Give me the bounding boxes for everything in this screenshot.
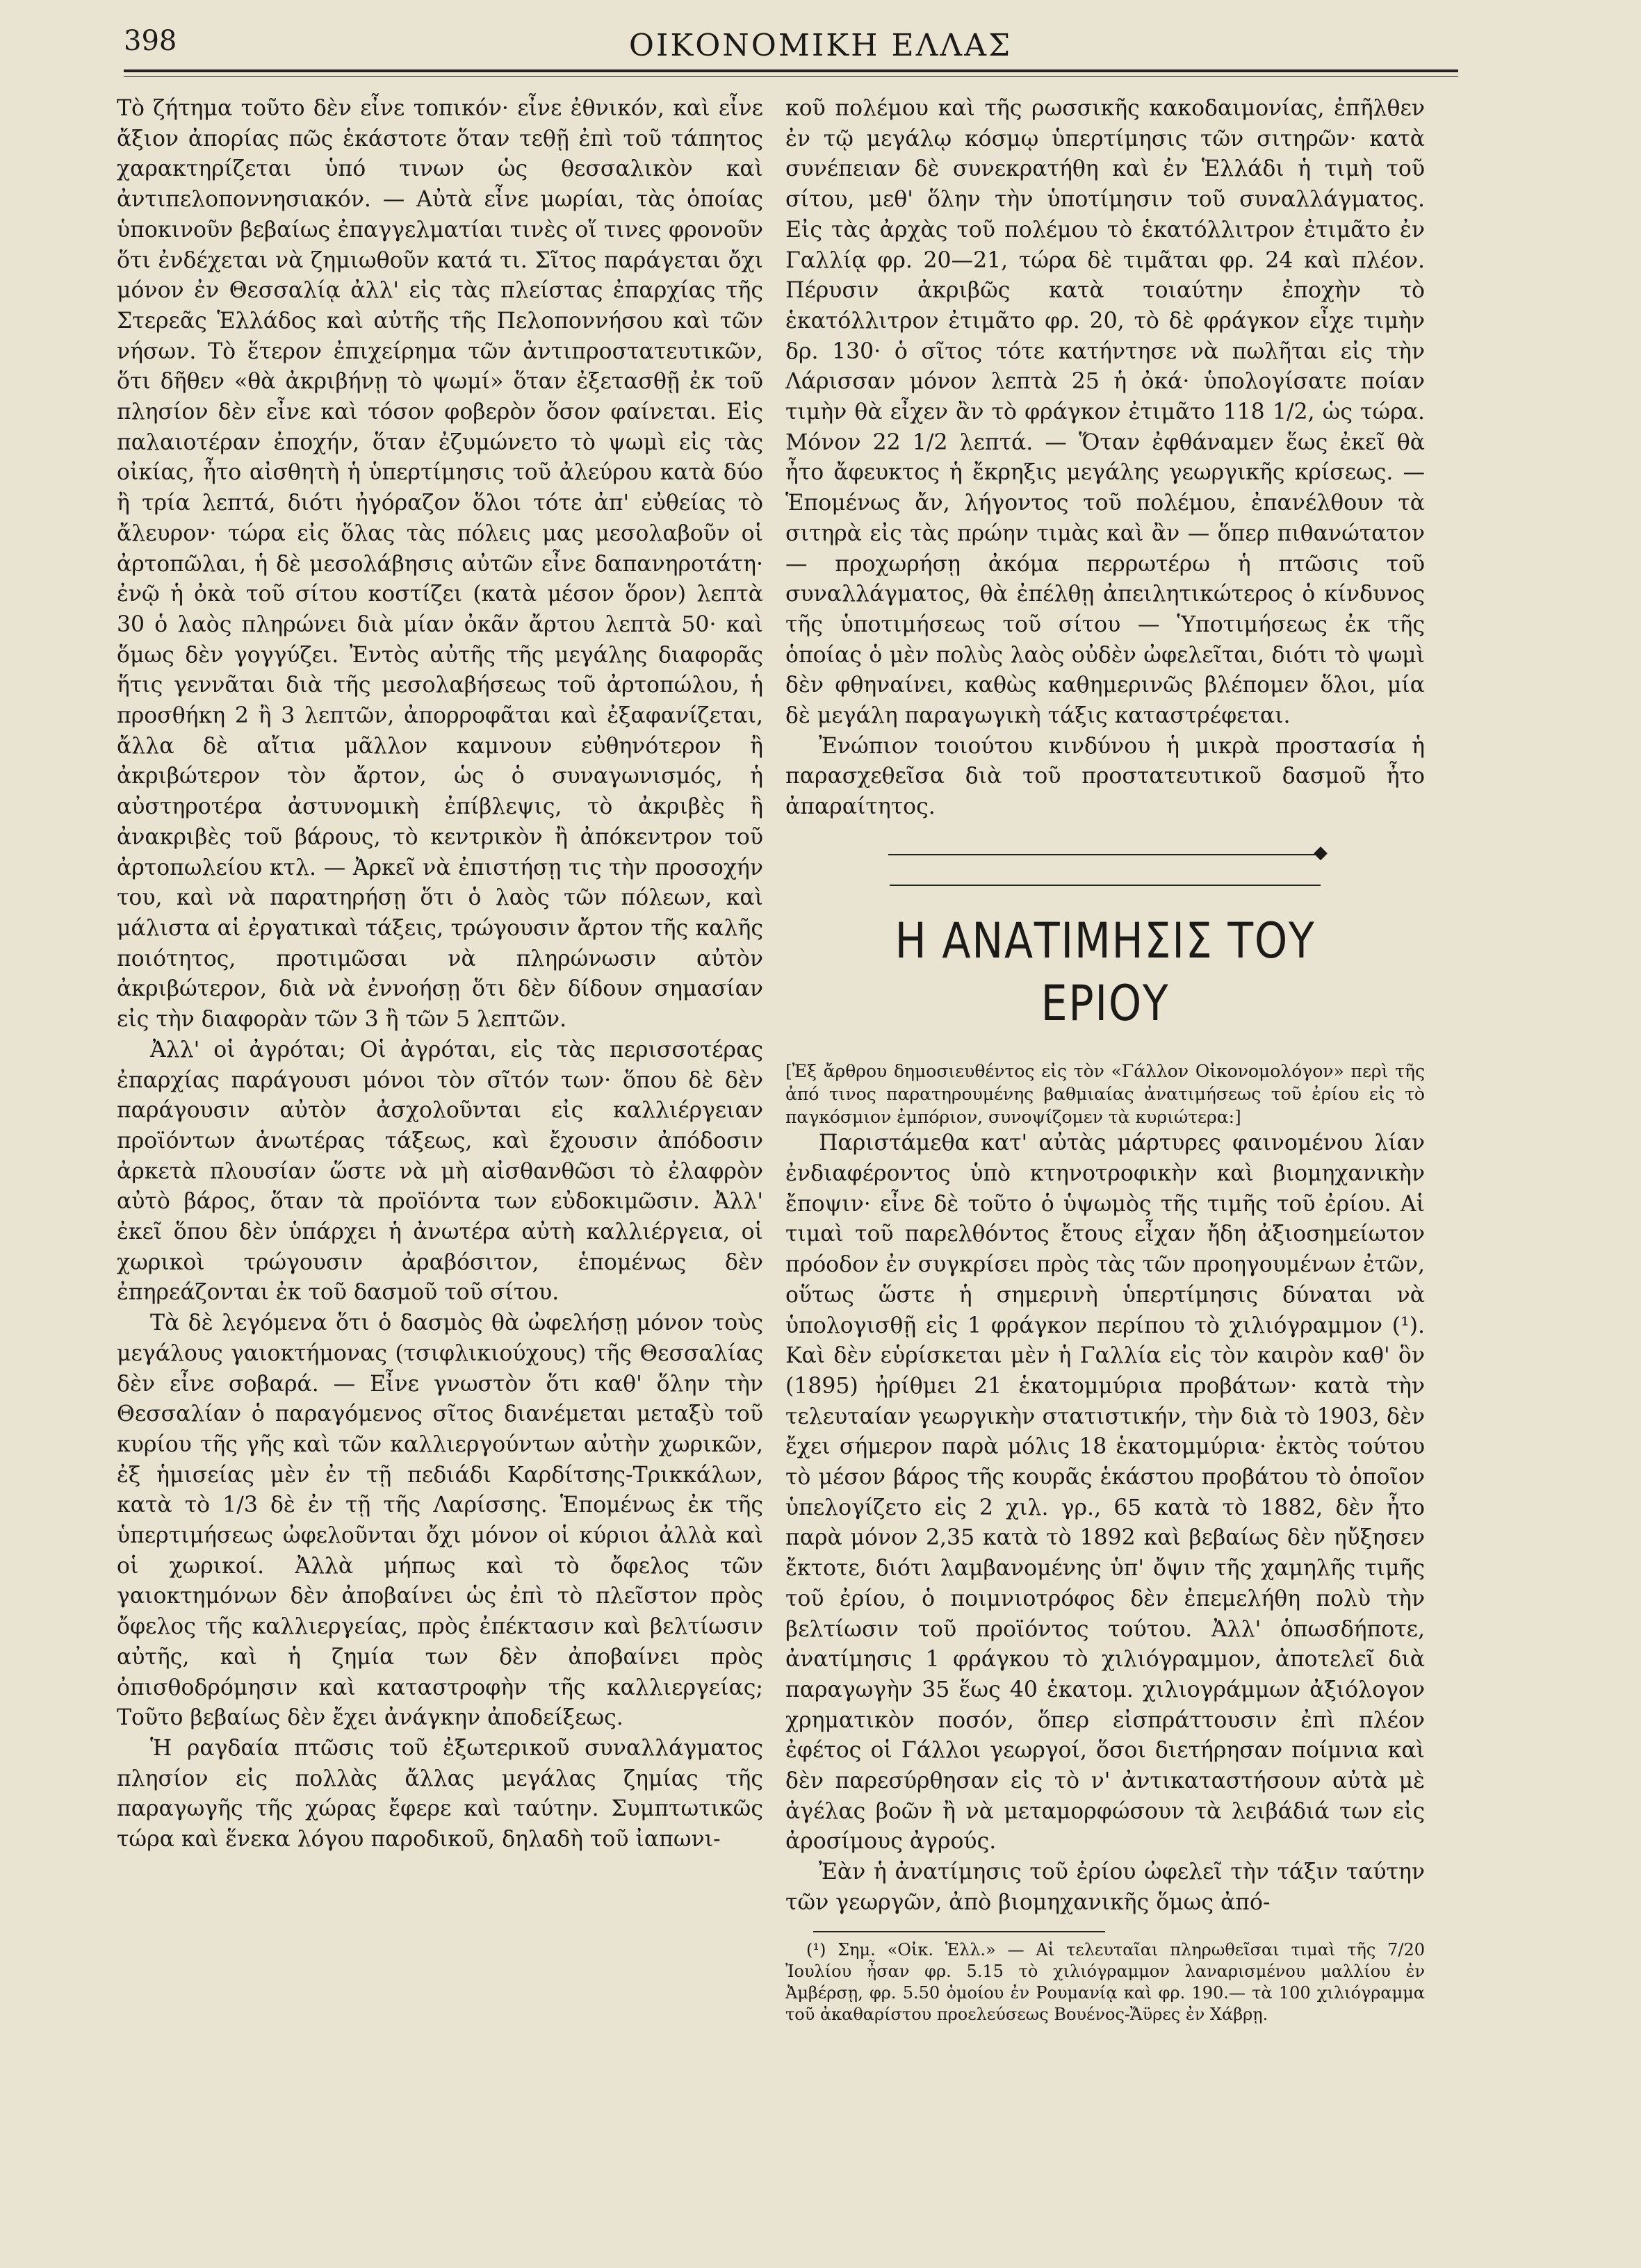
body-paragraph: κοῦ πολέμου καὶ τῆς ρωσσικῆς κακοδαιμονίας, ἐπῆλθεν ἐν τῷ μεγάλῳ κόσμῳ ὑπερτίμησις τῶν σιτηρῶν· κατὰ συνέπειαν δὲ συνεκρατήθη καὶ ἐν Ἑλλάδι ἡ τιμὴ τοῦ σίτου, μεθ' ὅλην τὴν ὑποτίμησιν τοῦ συναλλάγματος. Εἰς τὰς ἀρχὰς τοῦ πολέμου τὸ ἑκατόλλιτρον ἐτιμᾶτο ἐν Γαλλίᾳ φρ. 20—21, τώρα δὲ τιμᾶται φρ. 24 καὶ πλέον. Πέρυσιν ἀκριβῶς κατὰ τοιαύτην ἐποχὴν τὸ ἑκατόλλιτρον ἐτιμᾶτο φρ. 20, τὸ δὲ φράγκον εἶχε τιμὴν δρ. 130· ὁ σῖτος τότε κατήντησε νὰ πωλῆται εἰς τὴν Λάρισσαν μόνον λεπτὰ 25 ἡ ὀκά· ὑπολογίσατε ποίαν τιμὴν θὰ εἶχεν ἂν τὸ φράγκον ἐτιμᾶτο 118 1/2, ὡς τώρα. Μόνον 22 1/2 λεπτά. — Ὅταν ἐφθάναμεν ἕως ἐκεῖ θὰ ἦτο ἄφευκτος ἡ ἔκρηξις μεγάλης γεωργικῆς κρίσεως. — Ἑπομένως ἄν, λήγοντος τοῦ πολέμου, ἐπανέλθουν τὰ σιτηρὰ εἰς τὰς πρώην τιμὰς καὶ ἂν — ὅπερ πιθανώτατον — προχωρήσῃ ἀκόμα περρωτέρω ἡ πτῶσις τοῦ συναλλάγματος, θὰ ἐπέλθῃ ἀπειλητικώτερος ὁ κίνδυνος τῆς ὑποτιμήσεως τοῦ σίτου — Ὑποτιμήσεως ἐκ τῆς ὁποίας ὁ μὲν πολὺς λαὸς οὐδὲν ὠφελεῖται, διότι τὸ ψωμὶ δὲν φθηναίνει, καθὼς καθημερινῶς βλέπομεν ὅλοι, μία δὲ μεγάλη παραγωγικὴ τάξις καταστρέφεται. — [785, 96, 1425, 729]
divider-ornament: ◆ — [1314, 841, 1328, 863]
running-title: ΟΙΚΟΝΟΜΙΚΗ ΕΛΛΑΣ — [628, 28, 1013, 63]
header-rule-thick — [124, 69, 1458, 72]
footnote: (¹) Σημ. «Οἰκ. Ἑλλ.» — Αἱ τελευταῖαι πληρωθεῖσαι τιμαὶ τῆς 7/20 Ἰουλίου ἦσαν φρ. 5.15 τὸ χιλιόγραμμον λαναρισμένου μαλλίου ἐν Ἀμβέρσῃ, φρ. 5.50 ὁμοίου ἐν Ρουμανίᾳ καὶ φρ. 190.— τὰ 100 χιλιόγραμμα τοῦ ἀκαθαρίστου προελεύσεως Βουένος-Ἄϋρες ἐν Χάβρῃ. — [785, 1939, 1425, 2024]
body-paragraph: Ἡ ραγδαία πτῶσις τοῦ ἐξωτερικοῦ συναλλάγματος πλησίον εἰς πολλὰς ἄλλας μεγάλας ζημίας τῆς παραγωγῆς τῆς χώρας ἔφερε καὶ ταύτην. Συμπτωτικῶς τώρα καὶ ἕνεκα λόγου παροδικοῦ, δηλαδὴ τοῦ ἰαπωνι- — [117, 1735, 763, 1852]
header-rule-thin — [124, 76, 1458, 77]
page-number: 398 — [124, 25, 177, 57]
left-column — [117, 94, 763, 1855]
right-column — [785, 94, 1425, 2025]
section-divider — [785, 839, 1425, 900]
body-paragraph: Παριστάμεθα κατ' αὐτὰς μάρτυρες φαινομένου λίαν ἐνδιαφέροντος ὑπὸ κτηνοτροφικὴν καὶ βιομηχανικὴν ἔποψιν· εἶνε δὲ τοῦτο ὁ ὑψωμὸς τῆς τιμῆς τοῦ ἐρίου. Αἱ τιμαὶ τοῦ παρελθόντος ἔτους εἶχαν ἤδη ἀξιοσημείωτον πρόοδον ἐν συγκρίσει πρὸς τὰς τῶν προηγουμένων ἐτῶν, οὕτως ὥστε ἡ σημερινὴ ὑπερτίμησις δύναται νὰ ὑπολογισθῇ εἰς 1 φράγκον περίπου τὸ χιλιόγραμμον (¹). Καὶ δὲν εὑρίσκεται μὲν ἡ Γαλλία εἰς τὸν καιρὸν καθ' ὃν (1895) ἠρίθμει 21 ἑκατομμύρια προβάτων· κατὰ τὴν τελευταίαν γεωργικὴν στατιστικήν, τὴν διὰ τὸ 1903, δὲν ἔχει σήμερον παρὰ μόλις 18 ἑκατομμύρια· ἐκτὸς τούτου τὸ μέσον βάρος τῆς κουρᾶς ἑκάστου προβάτου τὸ ὁποῖον ὑπελογίζετο εἰς 2 χιλ. γρ., 65 κατὰ τὸ 1882, δὲν ἦτο παρὰ μόνον 2,35 κατὰ τὸ 1892 καὶ βεβαίως δὲν ηὔξησεν ἔκτοτε, διότι λαμβανομένης ὑπ' ὄψιν τῆς χαμηλῆς τιμῆς τοῦ ἐρίου, ὁ ποιμνιοτρόφος δὲν ἐπεμελήθη πολὺ τὴν βελτίωσιν τοῦ προϊόντος τούτου. Ἀλλ' ὁπωσδήποτε, ἀνατίμησις 1 φράγκου τὸ χιλιόγραμμον, ἀποτελεῖ διὰ παραγωγὴν 35 ἕως 40 ἑκατομ. χιλιογράμμων ἀξιόλογον χρηματικὸν ποσόν, ὅπερ εἰσπράττουσιν ἐπὶ πλέον ἐφέτος οἱ Γάλλοι γεωργοί, ὅσοι διετήρησαν ποίμνια καὶ δὲν παρεσύρθησαν εἰς τὸ ν' ἀντικαταστήσουν αὐτὰ μὲ ἀγέλας βοῶν ἢ νὰ μεταμορφώσουν τὰ λειβάδιά των εἰς ἀροσίμους ἀγρούς. — [785, 1131, 1425, 1855]
body-paragraph: Ἐνώπιον τοιούτου κινδύνου ἡ μικρὰ προστασία ἡ παρασχεθεῖσα διὰ τοῦ προστατευτικοῦ δασμοῦ ἦτο ἀπαραίτητος. — [785, 733, 1425, 820]
body-paragraph: Ἀλλ' οἱ ἀγρόται; Οἱ ἀγρόται, εἰς τὰς περισσοτέρας ἐπαρχίας παράγουσι μόνοι τὸν σῖτόν των· ὅπου δὲ δὲν παράγουσιν αὐτὸν ἀσχολοῦνται εἰς καλλιέργειαν προϊόντων ἀνωτέρας τάξεως, καὶ ἔχουσιν ἀπόδοσιν ἀρκετὰ πλουσίαν ὥστε νὰ μὴ αἰσθανθῶσι τὸ ἐλαφρὸν αὐτὸ βάρος, ὅταν τὰ προϊόντα των εὐδοκιμῶσιν. Ἀλλ' ἐκεῖ ὅπου δὲν ὑπάρχει ἡ ἀνωτέρα αὐτὴ καλλιέργεια, οἱ χωρικοὶ τρώγουσιν ἀραβόσιτον, ἑπομένως δὲν ἐπηρεάζονται ἐκ τοῦ δασμοῦ τοῦ σίτου. — [117, 1037, 763, 1306]
article-intro: [Ἐξ ἄρθρου δημοσιευθέντος εἰς τὸν «Γάλλον Οἰκονομολόγον» περὶ τῆς ἀπό τινος παρατηρουμένης βαθμιαίας ἀνατιμήσεως τοῦ ἐρίου εἰς τὸ παγκόσμιον ἐμπόριον, συνοψίζομεν τὰ κυριώτερα:] — [785, 1061, 1425, 1128]
body-paragraph: Ἐὰν ἡ ἀνατίμησις τοῦ ἐρίου ὠφελεῖ τὴν τάξιν ταύτην τῶν γεωργῶν, ἀπὸ βιομηχανικῆς ὅμως ἀπό- — [785, 1859, 1425, 1915]
body-paragraph: Τὰ δὲ λεγόμενα ὅτι ὁ δασμὸς θὰ ὠφελήσῃ μόνον τοὺς μεγάλους γαιοκτήμονας (τσιφλικιούχους) τῆς Θεσσαλίας δὲν εἶνε σοβαρά. — Εἶνε γνωστὸν ὅτι καθ' ὅλην τὴν Θεσσαλίαν ὁ παραγόμενος σῖτος διανέμεται μεταξὺ τοῦ κυρίου τῆς γῆς καὶ τῶν καλλιεργούντων αὐτὴν χωρικῶν, ἐξ ἡμισείας μὲν ἐν τῇ πεδιάδι Καρδίτσης-Τρικκάλων, κατὰ τὸ 1/3 δὲ ἐν τῇ τῆς Λαρίσσης. Ἑπομένως ἐκ τῆς ὑπερτιμήσεως ὠφελοῦνται ὄχι μόνον οἱ κύριοι ἀλλὰ καὶ οἱ χωρικοί. Ἀλλὰ μήπως καὶ τὸ ὄφελος τῶν γαιοκτημόνων δὲν ἀποβαίνει ὡς ἐπὶ τὸ πλεῖστον πρὸς ὄφελος τῆς καλλιεργείας, πρὸς ἐπέκτασιν καὶ βελτίωσιν αὐτῆς, καὶ ἡ ζημία των δὲν ἀποβαίνει πρὸς ὀπισθοδρόμησιν καὶ καταστροφὴν τῆς καλλιεργείας; Τοῦτο βεβαίως δὲν ἔχει ἀνάγκην ἀποδείξεως. — [117, 1310, 763, 1731]
article-title: Η ΑΝΑΤΙΜΗΣΙΣ ΤΟΥ ΕΡΙΟΥ — [895, 912, 1316, 1033]
footnote-separator — [813, 1931, 1105, 1932]
body-paragraph: Τὸ ζήτημα τοῦτο δὲν εἶνε τοπικόν· εἶνε ἐθνικόν, καὶ εἶνε ἄξιον ἀπορίας πῶς ἑκάστοτε ὅταν τεθῇ ἐπὶ τοῦ τάπητος χαρακτηρίζεται ὑπό τινων ὡς θεσσαλικὸν καὶ ἀντιπελοποννησιακόν. — Αὐτὰ εἶνε μωρίαι, τὰς ὁποίας ὑποκινοῦν βεβαίως ἐπαγγελματίαι τινὲς οἵ τινες φρονοῦν ὅτι ἐνδέχεται νὰ ζημιωθοῦν κατά τι. Σῖτος παράγεται ὄχι μόνον ἐν Θεσσαλίᾳ ἀλλ' εἰς τὰς πλείστας ἐπαρχίας τῆς Στερεᾶς Ἑλλάδος καὶ αὐτῆς τῆς Πελοποννήσου καὶ τῶν νήσων. Τὸ ἕτερον ἐπιχείρημα τῶν ἀντιπροστατευτικῶν, ὅτι δῆθεν «θὰ ἀκριβήνῃ τὸ ψωμί» ὅταν ἐξετασθῇ ἐκ τοῦ πλησίον δὲν εἶνε καὶ τόσον φοβερὸν ὅσον φαίνεται. Εἰς παλαιοτέραν ἐποχήν, ὅταν ἐζυμώνετο τὸ ψωμὶ εἰς τὰς οἰκίας, ἦτο αἰσθητὴ ἡ ὑπερτίμησις τοῦ ἀλεύρου κατὰ δύο ἢ τρία λεπτά, διότι ἠγόραζον ὅλοι τότε ἀπ' εὐθείας τὸ ἄλευρον· τώρα εἰς ὅλας τὰς πόλεις μας μεσολαβοῦν οἱ ἀρτοπῶλαι, ἡ δὲ μεσολάβησις αὐτῶν εἶνε δαπανηροτάτη· ἐνῷ ἡ ὀκὰ τοῦ σίτου κοστίζει (κατὰ μέσον ὅρον) λεπτὰ 30 ὁ λαὸς πληρώνει διὰ μίαν ὀκᾶν ἄρτου λεπτὰ 50· καὶ ὅμως δὲν γογγύζει. Ἐντὸς αὐτῆς τῆς μεγάλης διαφορᾶς ἥτις γεννᾶται διὰ τῆς μεσολαβήσεως τοῦ ἀρτοπώλου, ἡ προσθήκη 2 ἢ 3 λεπτῶν, ἀπορροφᾶται καὶ ἐξαφανίζεται, ἄλλα δὲ αἴτια μᾶλλον καμνουν εὐθηνότερον ἢ ἀκριβώτερον τὸν ἄρτον, ὡς ὁ συναγωνισμός, ἡ αὐστηροτέρα ἀστυνομικὴ ἐπίβλεψις, τὸ ἀκριβὲς ἢ ἀνακριβὲς τοῦ βάρους, τὸ κεντρικὸν ἢ ἀπόκεντρον τοῦ ἀρτοπωλείου κτλ. — Ἀρκεῖ νὰ ἐπιστήσῃ τις τὴν προσοχήν του, καὶ νὰ παρατηρήσῃ ὅτι ὁ λαὸς τῶν πόλεων, καὶ μάλιστα αἱ ἐργατικαὶ τάξεις, τρώγουσιν ἄρτον τῆς καλῆς ποιότητος, προτιμῶσαι νὰ πληρώνωσιν αὐτὸν ἀκριβώτερον, διὰ νὰ ἐννοήσῃ ὅτι δὲν δίδουν σημασίαν εἰς τὴν διαφορὰν τῶν 3 ἢ τῶν 5 λεπτῶν. — [117, 96, 763, 1033]
